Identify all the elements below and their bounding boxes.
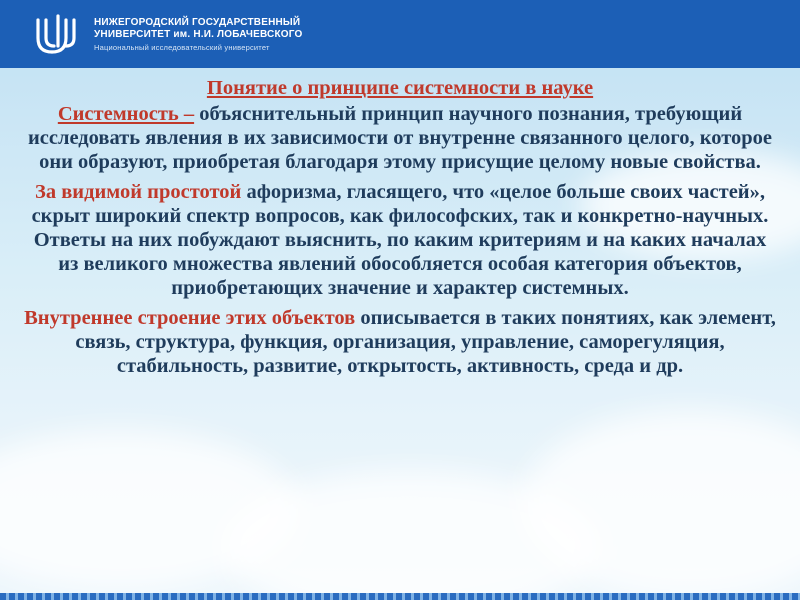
term-systemness: Системность – [57, 103, 195, 125]
slide-content [22, 76, 778, 384]
paragraph-structure [22, 306, 778, 378]
university-name-line2: УНИВЕРСИТЕТ им. Н.И. ЛОБАЧЕВСКОГО [94, 29, 303, 40]
header-bar [0, 0, 800, 68]
lead-phrase: Внутреннее строение этих объектов [24, 307, 356, 329]
university-subtitle: Национальный исследовательский университет [94, 43, 270, 52]
paragraph-systemness [22, 102, 778, 174]
lead-phrase: За видимой простотой [35, 181, 242, 203]
paragraph-text: описывается в таких понятиях, как элемент, связь, структура, функция, организация, управление, саморегуляция, стабильность, развитие, открытость, активность, среда и др. [75, 307, 776, 377]
paragraph-text: афоризма, гласящего, что «целое больше своих частей», скрыт широкий спектр вопросов, как философских, так и конкретно-научных. Ответы на них побуждают выяснить, по каким критериям и на каких началах из великого множества явлений обособляется особая категория объектов, приобретающих значение и характер системных. [31, 181, 769, 299]
university-name [94, 17, 302, 41]
paragraph-text: объяснительный принцип научного познания, требующий исследовать явления в их зависимости от внутренне связанного целого, которое они образуют, приобретая благодаря этому присущие целому новые свойства. [27, 103, 773, 173]
bottom-decorative-strip [0, 593, 800, 600]
university-name-line1: НИЖЕГОРОДСКИЙ ГОСУДАРСТВЕННЫЙ [94, 17, 301, 28]
university-logo-icon [32, 12, 84, 58]
slide-title: Понятие о принципе системности в науке [206, 77, 594, 99]
paragraph-aphorism [22, 180, 778, 300]
